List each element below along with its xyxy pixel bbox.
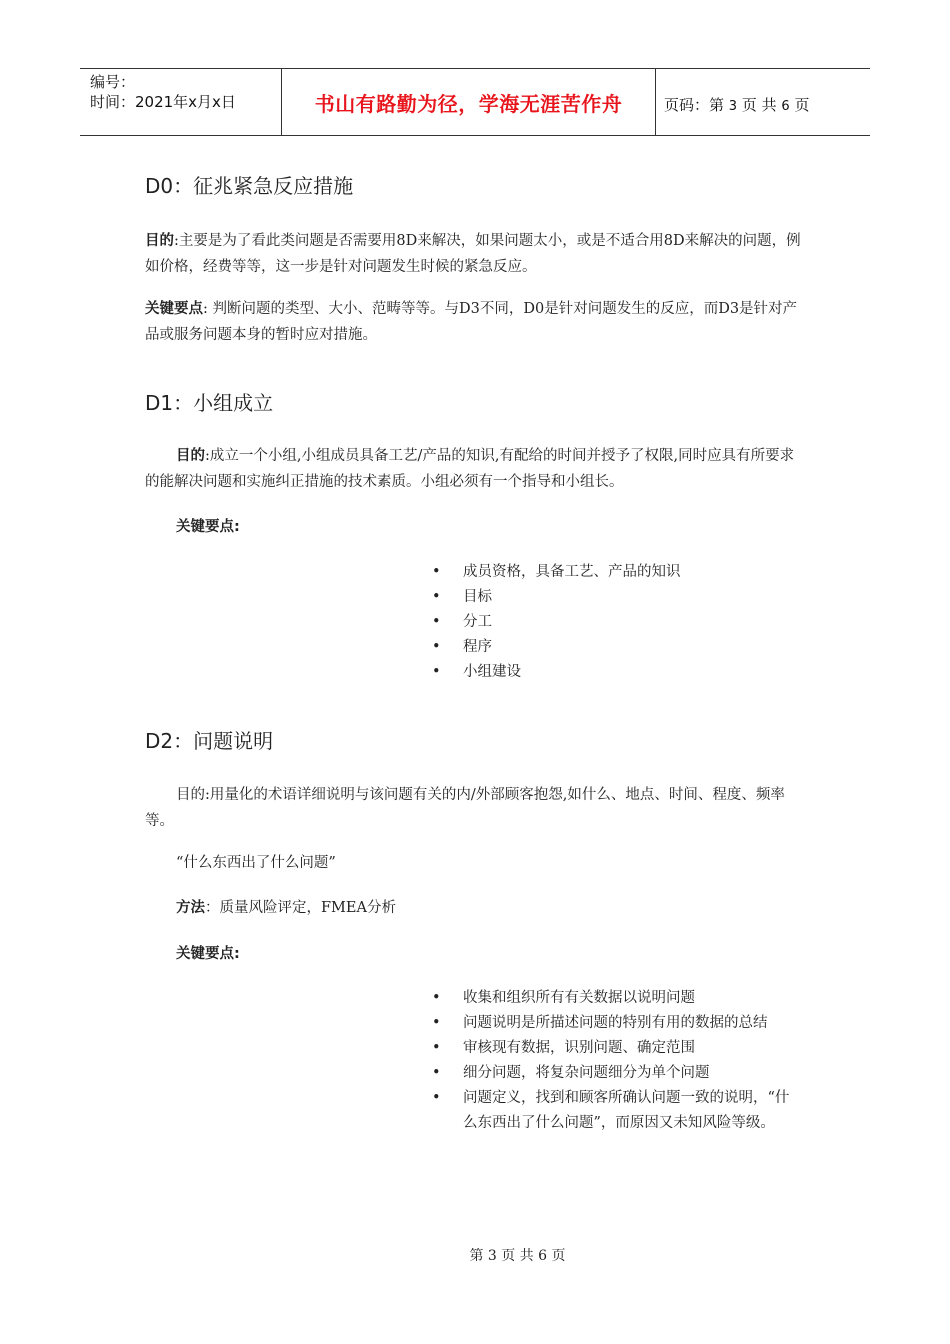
- d2-method: [176, 895, 396, 921]
- d0-purpose-label: 目的: [145, 233, 174, 249]
- d0-purpose-text: :主要是为了看此类问题是否需要用8D来解决，如果问题太小，或是不适合用8D来解决的问题，例如价格，经费等等，这一步是针对问题发生时候的紧急反应。: [145, 233, 801, 275]
- bullet-icon: •: [432, 564, 441, 580]
- d2-method-text: ：质量风险评定，FMEA分析: [205, 900, 396, 916]
- d0-key-points: [145, 296, 805, 348]
- page-total: 6: [781, 99, 790, 114]
- list-item: • 审核现有数据，识别问题、确定范围: [432, 1036, 793, 1061]
- bullet-icon: •: [432, 589, 441, 605]
- d0-purpose: [145, 228, 805, 280]
- d2-heading: D2：问题说明: [145, 729, 274, 753]
- d1-key-list: [432, 560, 793, 685]
- list-item: • 细分问题，将复杂问题细分为单个问题: [432, 1061, 793, 1086]
- bullet-icon: •: [432, 614, 441, 630]
- bullet-icon: •: [432, 639, 441, 655]
- page-mid: 页 共: [741, 96, 777, 114]
- page-prefix: 页码：第: [664, 96, 725, 114]
- d1-purpose-text: :成立一个小组,小组成员具备工艺/产品的知识,有配给的时间并授予了权限,同时应具有所要求的能解决问题和实施纠正措施的技术素质。小组必须有一个指导和小组长。: [145, 448, 795, 490]
- d2-method-label: 方法: [176, 900, 205, 916]
- d1-heading: D1：小组成立: [145, 391, 274, 415]
- list-item: • 小组建设: [432, 660, 793, 685]
- page-suffix: 页: [794, 96, 810, 114]
- d2-quote: “什么东西出了什么问题”: [176, 855, 336, 871]
- bullet-icon: •: [432, 990, 441, 1006]
- d0-key-text: : 判断问题的类型、大小、范畴等等。与D3不同，D0是针对问题发生的反应，而D3是针对产品或服务问题本身的暂时应对措施。: [145, 301, 798, 343]
- bullet-icon: •: [432, 1040, 441, 1056]
- d1-purpose-label: 目的: [176, 448, 205, 464]
- d1-key-label: 关键要点:: [176, 519, 240, 535]
- list-item: • 分工: [432, 610, 793, 635]
- list-item: • 收集和组织所有有关数据以说明问题: [432, 986, 793, 1011]
- d0-heading: D0：征兆紧急反应措施: [145, 174, 354, 198]
- list-item: • 问题说明是所描述问题的特别有用的数据的总结: [432, 1011, 793, 1036]
- header-meta: [90, 72, 236, 112]
- header-motto: 书山有路勤为径，学海无涯苦作舟: [281, 69, 656, 135]
- d2-key-list: [432, 986, 793, 1136]
- document-time: 时间：2021年x月x日: [90, 93, 236, 111]
- d2-key-label: 关键要点:: [176, 946, 240, 962]
- d1-purpose: [145, 443, 807, 495]
- page-footer: 第 3 页 共 6 页: [469, 1248, 566, 1264]
- d2-purpose: 目的:用量化的术语详细说明与该问题有关的内/外部顾客抱怨,如什么、地点、时间、程度、频率等。: [145, 787, 785, 829]
- bullet-icon: •: [432, 1065, 441, 1081]
- list-item: • 程序: [432, 635, 793, 660]
- bullet-icon: •: [432, 1015, 441, 1031]
- list-item: • 问题定义，找到和顾客所确认问题一致的说明，“什么东西出了什么问题”，而原因又未知风险等级。: [432, 1086, 793, 1136]
- list-item: • 目标: [432, 585, 793, 610]
- d0-key-label: 关键要点: [145, 301, 203, 317]
- document-number-label: 编号：: [90, 73, 136, 91]
- d2-purpose-emphasis: 顾客抱怨: [504, 787, 563, 803]
- bullet-icon: •: [432, 664, 441, 680]
- bullet-icon: •: [432, 1090, 441, 1106]
- header-page-number: [664, 94, 810, 115]
- page-current: 3: [728, 99, 738, 114]
- page-header: [80, 68, 870, 136]
- list-item: • 成员资格，具备工艺、产品的知识: [432, 560, 793, 585]
